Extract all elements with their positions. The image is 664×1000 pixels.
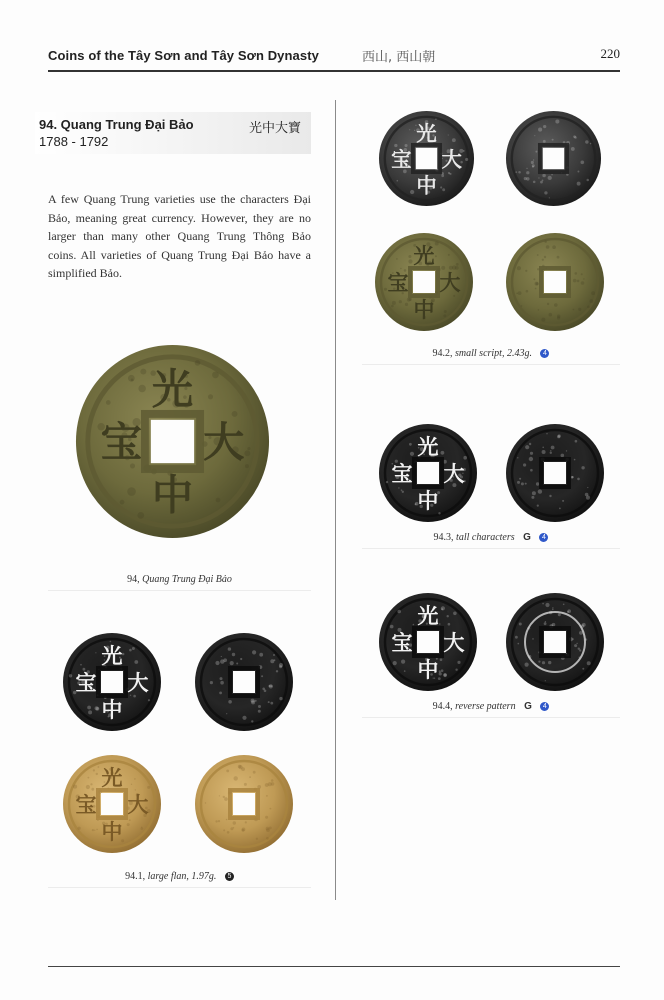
caption-rule	[48, 887, 311, 888]
svg-text:大: 大	[203, 418, 245, 467]
coin-rubbing-94-3-reverse	[505, 423, 605, 523]
grade-label: G	[523, 532, 531, 543]
svg-text:中: 中	[413, 298, 435, 322]
figure-caption-text: Quang Trung Đại Bảo	[142, 574, 232, 585]
svg-text:宝: 宝	[75, 671, 97, 695]
rarity-badge: 4	[539, 533, 548, 542]
coin-photo-94-obverse	[74, 343, 271, 540]
grade-label: G	[524, 701, 532, 712]
svg-text:中: 中	[417, 658, 439, 682]
figure-number: 94.2,	[432, 348, 453, 359]
figure-caption-text: reverse pattern	[455, 701, 516, 712]
svg-text:宝: 宝	[75, 793, 97, 817]
svg-text:大: 大	[443, 631, 465, 655]
svg-text:光: 光	[151, 365, 194, 414]
column-divider	[335, 100, 336, 900]
rarity-badge: 4	[540, 349, 549, 358]
figure-caption-text: small script, 2.43g.	[455, 348, 532, 359]
svg-text:光: 光	[101, 644, 123, 668]
svg-text:大: 大	[127, 671, 149, 695]
coin-rubbing-94-2-obverse	[378, 110, 475, 207]
caption-rule	[362, 548, 620, 549]
footer-rule	[48, 966, 620, 967]
running-title: Coins of the Tây Sơn and Tây Sơn Dynasty	[48, 48, 319, 63]
svg-text:光: 光	[413, 244, 435, 268]
figure-caption-94-2	[362, 348, 620, 359]
coin-rubbing-94-1-reverse	[194, 632, 294, 732]
svg-text:中: 中	[101, 820, 123, 844]
svg-text:宝: 宝	[391, 147, 412, 172]
svg-text:宝: 宝	[387, 271, 409, 295]
svg-text:大: 大	[127, 793, 149, 817]
coin-rubbing-94-4-obverse	[378, 592, 478, 692]
figure-number: 94.1,	[125, 871, 146, 882]
svg-text:大: 大	[441, 147, 462, 172]
svg-text:宝: 宝	[391, 631, 413, 655]
svg-text:光: 光	[417, 604, 439, 628]
svg-text:中: 中	[101, 698, 123, 722]
coin-rubbing-94-1-obverse	[62, 632, 162, 732]
coin-photo-94-2-obverse	[374, 232, 474, 332]
coin-photo-94-1-obverse	[62, 754, 162, 854]
figure-caption-94	[48, 574, 311, 585]
rarity-badge: 4	[540, 702, 549, 711]
running-title-cjk: 西山, 西山朝	[362, 50, 436, 65]
svg-text:中: 中	[416, 173, 437, 198]
figure-number: 94.4,	[432, 701, 453, 712]
svg-text:光: 光	[416, 121, 437, 146]
rarity-badge: 5	[225, 872, 234, 881]
figure-caption-text: tall characters	[456, 532, 515, 543]
svg-text:中: 中	[151, 471, 194, 520]
page-header	[48, 44, 620, 72]
entry-description: A few Quang Trung varieties use the characters Đại Bảo, meaning great currency. However, they are no larger than many other Quang Trung Thông Bảo coins. All varieties of Quang Trung Đại Bảo have a simplified Bảo.	[48, 192, 311, 280]
figure-caption-text: large flan, 1.97g.	[147, 871, 217, 882]
svg-text:宝: 宝	[100, 418, 142, 467]
svg-text:大: 大	[443, 462, 465, 486]
coin-rubbing-94-4-reverse	[505, 592, 605, 692]
figure-number: 94.3,	[433, 532, 454, 543]
coin-photo-94-2-reverse	[505, 232, 605, 332]
svg-text:中: 中	[417, 489, 439, 513]
entry-title: 94. Quang Trung Đại Bảo	[39, 117, 194, 132]
coin-rubbing-94-2-reverse	[505, 110, 602, 207]
entry-heading	[35, 112, 311, 154]
caption-rule	[48, 590, 311, 591]
figure-caption-94-4	[362, 701, 620, 712]
page-number: 220	[600, 46, 620, 61]
svg-text:大: 大	[439, 271, 461, 295]
svg-text:光: 光	[101, 766, 123, 790]
svg-text:宝: 宝	[391, 462, 413, 486]
figure-caption-94-3	[362, 532, 620, 543]
entry-title-cjk: 光中大寶	[248, 121, 301, 136]
figure-number: 94,	[127, 574, 140, 585]
coin-photo-94-1-reverse	[194, 754, 294, 854]
caption-rule	[362, 364, 620, 365]
entry-years: 1788 - 1792	[39, 134, 109, 149]
caption-rule	[362, 717, 620, 718]
svg-text:光: 光	[417, 435, 439, 459]
coin-rubbing-94-3-obverse	[378, 423, 478, 523]
figure-caption-94-1	[48, 871, 311, 882]
